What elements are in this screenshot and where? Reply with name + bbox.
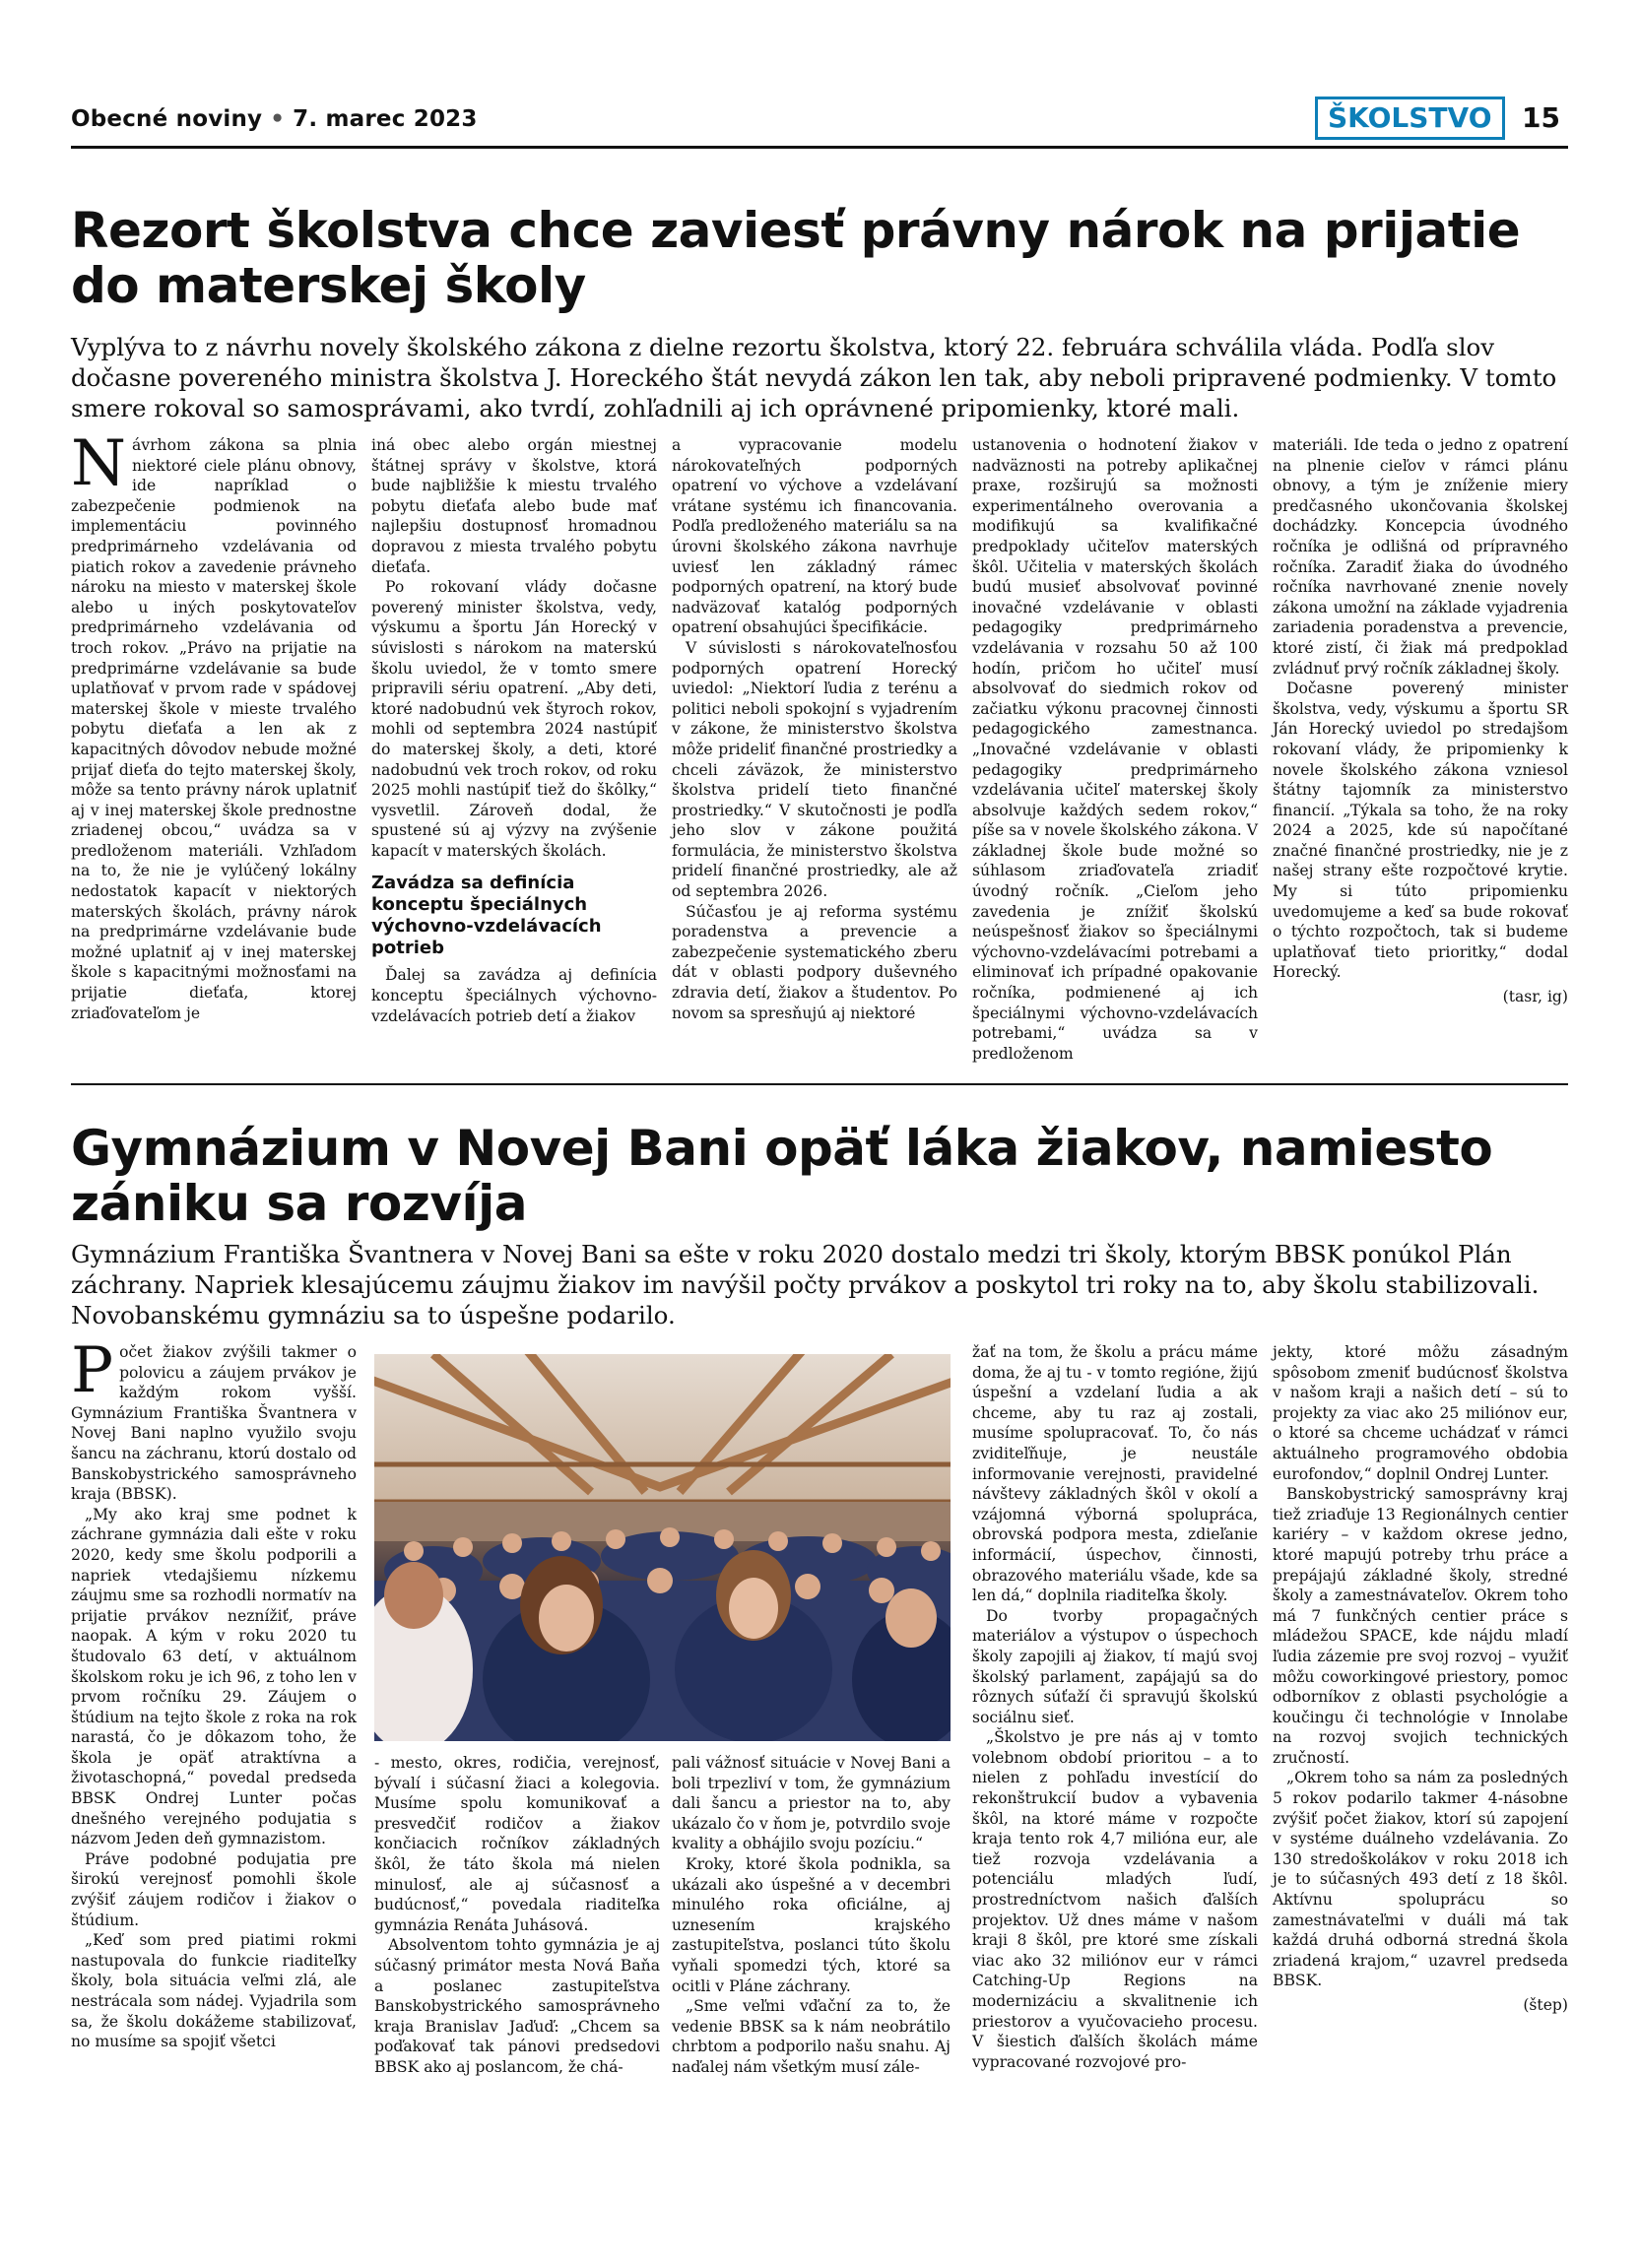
article2-column-5 [1273, 1342, 1568, 2016]
paragraph: Po rokovaní vlády dočasne poverený minister školstva, vedy, výskumu a športu Ján Horecký v súvislosti s nárokom na materskú školu uviedol, že v tomto smere pripravili sériu opatrení. „Aby deti, ktoré nadobudnú vek štyroch rokov, mohli od septembra 2024 nastúpiť do materskej školy, a deti, ktoré nadobudnú vek troch rokov, od roku 2025 mohli nastúpiť tiež do škôlky,“ vysvetlil. Zároveň dodal, že spustené sú aj výzvy na zvýšenie kapacít v materských školách. [371, 578, 657, 860]
article1-headline [71, 203, 1568, 313]
article1-column-1 [71, 427, 357, 1023]
paragraph: „Sme veľmi vďační za to, že vedenie BBSK sa k nám neobrátilo chrbtom a podporilo našu snahu. Aj naďalej nám všetkým musí zále- [672, 1997, 951, 2076]
paragraph: „Školstvo je pre nás aj v tomto volebnom období prioritou – a to nielen z pohľadu investícií do rekonštrukcií budov a vybavenia škôl, na ktoré máme v rozpočte kraja tento rok 4,7 milióna eur, ale tiež rozvoja vzdelávania a potenciálu mladých ľudí, prostredníctvom našich ďalších projektov. Už dnes máme v našom kraji 8 škôl, pre ktoré sme získali viac ako 32 miliónov eur v rámci Catching-Up Regions na modernizáciu a skvalitnenie ich priestorov a vyučovacieho procesu. V šiestich ďalších školách máme vypracované rozvojové pro- [972, 1728, 1258, 2071]
paragraph [71, 427, 357, 1023]
article1-column-2 [371, 435, 657, 1026]
article1-lead: Vyplýva to z návrhu novely školského zákona z dielne rezortu školstva, ktorý 22. februára schválila vláda. Podľa slov dočasne povereného ministra školstva J. Horeckého štát nevydá zákon len tak, aby neboli pripravené podmienky. V tomto smere rokoval so samosprávami, ako tvrdí, zohľadnili aj ich oprávnené pripomienky, ktoré mali. [71, 333, 1557, 422]
paragraph [71, 1334, 357, 1505]
paragraph: Banskobystrický samosprávny kraj tiež zriaďuje 13 Regionálnych centier kariéry – v každom okrese jedno, ktoré mapujú potreby trhu práce a prepájajú základné školy, stredné školy a zamestnávateľov. Okrem toho má 7 funkčných centier práce s mládežou SPACE, kde nájdu mladí ľudia zázemie pre svoj rozvoj – využiť môžu coworkingové priestory, pomoc odborníkov z oblasti psychológie a koučingu či technológie v Innolabe na rozvoj svojich technických zručností. [1273, 1485, 1568, 1767]
paragraph: iná obec alebo orgán miestnej štátnej správy v školstve, ktorá bude najbližšie k miestu trvalého pobytu dieťaťa alebo bude mať najlepšiu dostupnosť hromadnou dopravou z miesta trvalého pobytu dieťaťa. [371, 436, 657, 576]
article2-column-4 [972, 1342, 1258, 2072]
paragraph: a vypracovanie modelu nárokovateľných podporných opatrení vo výchove a vzdelávaní vrátane systému ich financovania. Podľa predloženého materiálu sa na úrovni školského zákona navrhuje uviesť len základný rámec podporných opatrení, na ktorý bude nadväzovať katalóg podporných opatrení obsahujúci špecifikácie. [672, 436, 957, 637]
article1-headline-line2: do materskej školy [71, 257, 586, 314]
paragraph: materiáli. Ide teda o jedno z opatrení na plnenie cieľov v rámci plánu obnovy, a tým je zníženie miery predčasného ukončovania školskej dochádzky. Koncepcia úvodného ročníka je odlišná od prípravného ročníka. Zaradiť žiaka do úvodného ročníka navrhované znenie novely zákona umožní na základe vyjadrenia zariadenia poradenstva a prevencie, ktoré zistí, či žiak má predpoklad zvládnuť prvý ročník základnej školy. [1273, 436, 1568, 678]
masthead [71, 106, 478, 132]
article1-headline-line1: Rezort školstva chce zaviesť právny nárok na prijatie [71, 202, 1521, 259]
article2-column-3 [672, 1753, 951, 2078]
article2-column-2 [374, 1753, 660, 2078]
page-number: 15 [1522, 101, 1560, 134]
separator-dot: • [270, 106, 286, 132]
header-rule [71, 146, 1568, 149]
section-label: ŠKOLSTVO [1315, 97, 1505, 140]
article1-column-3 [672, 435, 957, 1023]
paragraph: Súčasťou je aj reforma systému poradenstva a prevencie a zabezpečenie systematického zberu dát v oblasti podpory duševného zdravia detí, žiakov a študentov. Po novom sa spresňujú aj niektoré [672, 902, 957, 1022]
article1-column-5 [1273, 435, 1568, 1007]
paragraph: Kroky, ktoré škola podnikla, sa ukázali ako úspešné a v decembri minulého roka oficiálne, aj uznesením krajského zastupiteľstva, poslanci túto školu vyňali spomedzi tých, ktoré sa ocitli v Pláne záchrany. [672, 1854, 951, 1995]
article2-lead: Gymnázium Františka Švantnera v Novej Bani sa ešte v roku 2020 dostalo medzi tri školy, ktorým BBSK ponúkol Plán záchrany. Napriek klesajúcemu záujmu žiakov im navýšil počty prvákov a poskytol tri roky na to, aby školu stabilizovali. Novobanskému gymnáziu sa to úspešne podarilo. [71, 1240, 1540, 1329]
paragraph-text: ávrhom zákona sa plnia niektoré ciele plánu obnovy, ide napríklad o zabezpečenie podmienok na implementáciu povinného predprimárneho vzdelávania od piatich rokov a zavedenie právneho nároku na miesto v materskej škole alebo u iných poskytovateľov predprimárneho vzdelávania od troch rokov. „Právo na prijatie na predprimárne vzdelávanie sa bude uplatňovať v prvom rade v spádovej materskej škole v mieste trvalého pobytu dieťaťa a len ak z kapacitných dôvodov nebude možné prijať dieťa do tejto materskej školy, môže sa tento právny nárok uplatniť aj v inej materskej škole prednostne zriadenej obcou,“ uvádza sa v predloženom materiáli. Vzhľadom na to, že nie je vylúčený lokálny nedostatok kapacít v niektorých materských školách, právny nárok na predprimárne vzdelávanie bude možné uplatniť aj v inej materskej škole s kapacitnými možnosťami na prijatie dieťaťa, ktorej zriaďovateľom je [71, 436, 357, 1022]
publication-date: 7. marec 2023 [293, 106, 478, 132]
paragraph: „My ako kraj sme podnet k záchrane gymnázia dali ešte v roku 2020, kedy sme školu podporili a napriek vtedajšiemu nízkemu záujmu sme sa rozhodli normatív na prijatie prvákov neznížiť, práve naopak. A kým v roku 2020 tu študovalo 63 detí, v aktuálnom školskom roku je ich 96, z toho len v prvom ročníku 29. Záujem o štúdium na tejto škole z roka na rok narastá, čo je dôkazom toho, že škola je opäť atraktívna a životaschopná,“ povedal predseda BBSK Ondrej Lunter počas dnešného verejného podujatia s názvom Jeden deň gymnazistom. [71, 1505, 357, 1848]
paragraph: V súvislosti s nárokovateľnosťou podporných opatrení Horecký uviedol: „Niektorí ľudia z terénu a politici neboli spokojní s vyjadrením v zákone, že ministerstvo školstva môže prideliť finančné prostriedky a chceli záväzok, že ministerstvo školstva pridelí tieto finančné prostriedky.“ V skutočnosti je podľa jeho slov v zákone použitá formulácia, že ministerstvo školstva pridelí finančné prostriedky, ale až od septembra 2026. [672, 638, 957, 901]
paragraph: žať na tom, že školu a prácu máme doma, že aj tu - v tomto regióne, žijú úspešní a vzdelaní ľudia a ak chceme, aby tu raz aj zostali, musíme spolupracovať. To, čo nás zviditeľňuje, je neustále informovanie verejnosti, pravidelné návštevy základných škôl v okolí a vzájomná výborná spolupráca, obrovská podpora mesta, zdieľanie informácií, úspechov, činnosti, obrazového materiálu všade, kde sa len dá,“ doplnila riaditeľka školy. [972, 1343, 1258, 1605]
paragraph: ustanovenia o hodnotení žiakov v nadväznosti na potreby aplikačnej praxe, rozširujú sa možnosti experimentálneho overovania a modifikujú sa kvalifikačné predpoklady učiteľov materských škôl. Učitelia v materských školách budú musieť absolvovať povinné inovačné vzdelávanie v oblasti pedagogiky predprimárneho vzdelávania v rozsahu 50 až 100 hodín, pričom ho učiteľ musí absolvovať do siedmich rokov od začiatku výkonu pracovnej činnosti pedagogického zamestnanca. „Inovačné vzdelávanie v oblasti pedagogiky predprimárneho vzdelávania učiteľ materskej školy absolvuje každých sedem rokov,“ píše sa v novele školského zákona. V základnej škole bude možné so súhlasom zriaďovateľa zriadiť úvodný ročník. „Cieľom jeho zavedenia je znížiť školskú neúspešnosť žiakov so špeciálnymi výchovno-vzdelávacími potrebami a eliminovať ich prípadné opakovanie ročníka, podmienené aj ich špeciálnymi výchovno-vzdelávacích potrebami,“ uvádza sa v predloženom [972, 436, 1258, 1063]
paragraph: „Okrem toho sa nám za posledných 5 rokov podarilo takmer 4-násobne zvýšiť počet žiakov, ktorí sú zapojení v systéme duálneho vzdelávania. Zo 130 stredoškolákov v roku 2018 ich je to súčasných 493 detí z 18 škôl. Aktívnu spoluprácu so zamestnávateľmi v duáli má tak každá druhá odborná stredná škola zriadená krajom,“ uzavrel predseda BBSK. [1273, 1769, 1568, 1990]
paragraph: Práve podobné podujatia pre širokú verejnosť pomohli škole zvýšiť záujem rodičov i žiakov o štúdium. [71, 1849, 357, 1929]
paragraph: pali vážnosť situácie v Novej Bani a boli trpezliví v tom, že gymnázium dali šancu a priestor na to, aby ukázalo čo v ňom je, potvrdilo svoje kvality a obhájilo svoju pozíciu.“ [672, 1754, 951, 1853]
paragraph: Dočasne poverený minister školstva, vedy, výskumu a športu SR Ján Horecký uviedol po stredajšom rokovaní vlády, že pripomienky k novele školského zákona vzniesol štátny tajomník za ministerstvo financií. „Týkala sa toho, že na roky 2024 a 2025, kde sú napočítané značné finančné prostriedky, nie je z našej strany ešte rozpočtové krytie. My si túto pripomienku uvedomujeme a keď sa bude rokovať o týchto rozpočtoch, tak si budeme uplatňovať tieto prioritky,“ dodal Horecký. [1273, 680, 1568, 982]
paragraph-text: očet žiakov zvýšili takmer o polovicu a záujem prvákov je každým rokom vyšší. Gymnázium Františka Švantnera v Novej Bani naplno využilo svoju šancu na záchranu, ktorú dostalo od Banskobystrického samosprávneho kraja (BBSK). [71, 1343, 357, 1504]
paragraph: Ďalej sa zavádza aj definícia konceptu špeciálnych výchovno-vzdelávacích potrieb detí a žiakov [371, 966, 657, 1025]
paragraph: - mesto, okres, rodičia, verejnosť, bývalí i súčasní žiaci a kolegovia. Musíme spolu komunikovať a presvedčiť rodičov a žiakov končiacich ročníkov základných škôl, že táto škola má nielen minulosť, ale aj súčasnosť a budúcnosť,“ povedala riaditeľka gymnázia Renáta Juhásová. [374, 1754, 660, 1934]
classroom-audience-photo [374, 1354, 951, 1741]
publication-name: Obecné noviny [71, 106, 263, 132]
article2-headline-line2: zániku sa rozvíja [71, 1175, 527, 1232]
paragraph: „Keď som pred piatimi rokmi nastupovala do funkcie riaditeľky školy, bola situácia veľmi zlá, ale nestrácala som nádej. Vyjadrila som sa, že školu dokážeme stabilizovať, no musíme sa spojiť všetci [71, 1931, 357, 2051]
paragraph: jekty, ktoré môžu zásadným spôsobom zmeniť budúcnosť školstva v našom kraji a našich detí – sú to projekty za viac ako 25 miliónov eur, o ktoré sa chceme uchádzať v rámci aktuálneho programového obdobia eurofondov,“ doplnil Ondrej Lunter. [1273, 1343, 1568, 1483]
paragraph: Absolventom tohto gymnázia je aj súčasný primátor mesta Nová Baňa a poslanec zastupiteľstva Banskobystrického samosprávneho kraja Branislav Jaďuď: „Chcem sa poďakovať tak pánovi predsedovi BBSK ako aj poslancom, že chá- [374, 1936, 660, 2076]
article1-signature: (tasr, ig) [1502, 988, 1568, 1006]
article2-headline-line1: Gymnázium v Novej Bani opäť láka žiakov, namiesto [71, 1120, 1493, 1177]
article1-subheading: Zavádza sa definícia konceptu špeciálnych výchovno-vzdelávacích potrieb [371, 873, 602, 959]
dropcap: P [71, 1334, 114, 1407]
article2-headline [71, 1121, 1568, 1231]
article2-column-1 [71, 1334, 357, 2052]
photo-illustration [374, 1354, 951, 1741]
article-divider [71, 1083, 1568, 1085]
article2-signature: (štep) [1523, 1996, 1568, 2014]
paragraph: Do tvorby propagačných materiálov a výstupov o úspechoch školy zapojili aj žiakov, tí majú svoj školský parlament, zapájajú sa do rôznych súťaží či spravujú školskú sociálnu sieť. [972, 1606, 1258, 1726]
dropcap: N [71, 427, 126, 500]
article1-column-4 [972, 435, 1258, 1064]
